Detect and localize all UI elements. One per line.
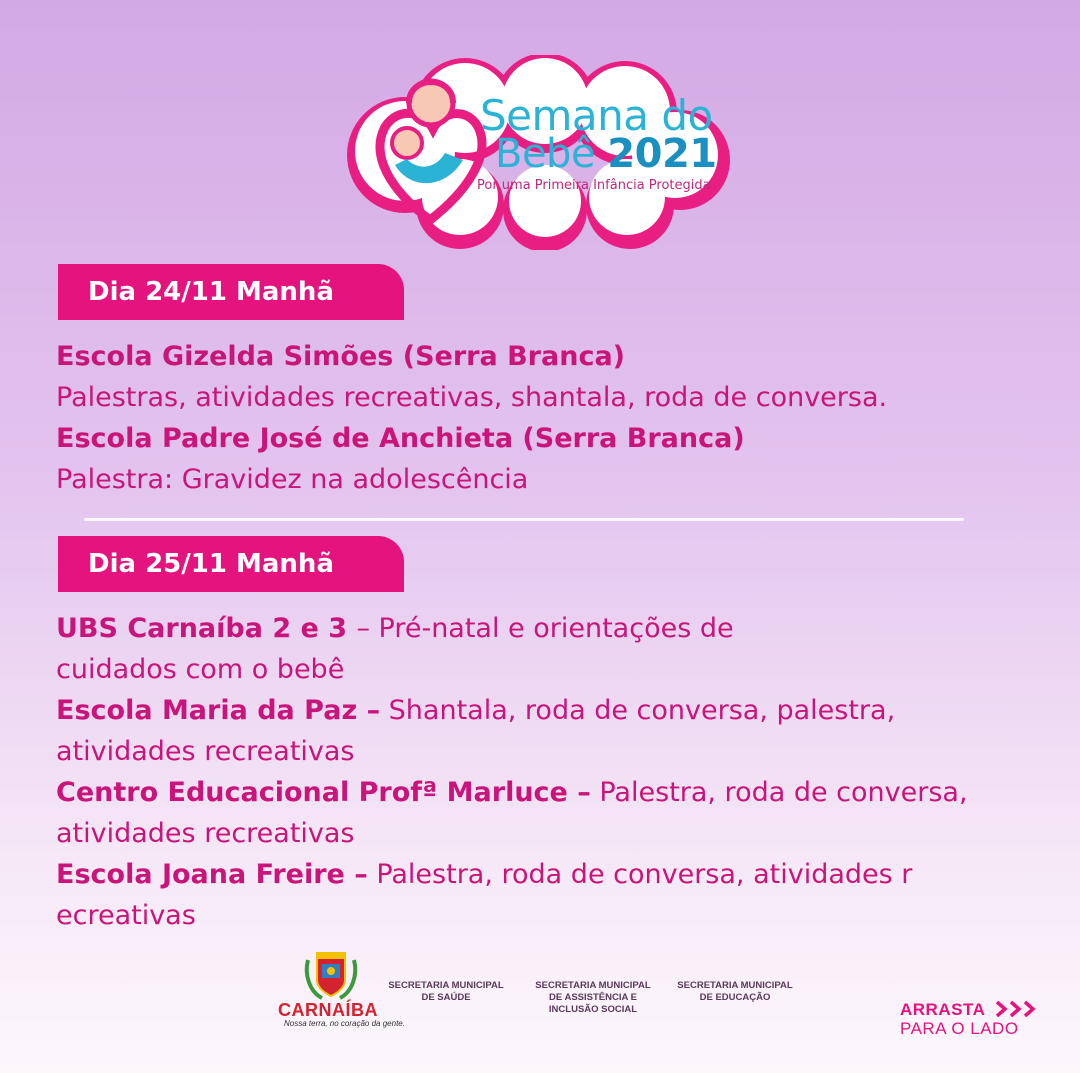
schedule-line [56,813,968,854]
section-divider [84,518,964,521]
secretariat-line: INCLUSÃO SOCIAL [548,1004,638,1015]
schedule-line [56,608,968,649]
schedule-line [56,377,887,418]
line-bold: Escola Gizelda Simões (Serra Branca) [56,341,626,372]
schedule-block-24-11 [56,336,887,500]
logo-subtitle: Por uma Primeira Infância Protegida [477,178,711,193]
schedule-line [56,336,887,377]
secretariat-line: DE SAÚDE [421,992,471,1003]
municipality-name: CARNAÍBA [278,1000,378,1020]
line-text: ecreativas [56,900,196,931]
chevrons-right-icon [995,999,1045,1019]
secretariat-line: SECRETARIA MUNICIPAL [535,980,651,991]
schedule-line [56,772,968,813]
swipe-hint-line1: ARRASTA [900,1000,986,1019]
logo-title-line1: Semana do [480,91,713,140]
schedule-line [56,418,887,459]
secretariat-line: DE EDUCAÇÃO [699,992,771,1003]
swipe-hint-line2: PARA O LADO [900,1019,1019,1038]
line-text: atividades recreativas [56,736,355,767]
line-text: atividades recreativas [56,818,355,849]
line-bold: Escola Padre José de Anchieta (Serra Branca) [56,423,745,454]
schedule-line [56,459,887,500]
municipal-seal-icon [302,950,360,1002]
line-text: Shantala, roda de conversa, palestra, [380,695,896,726]
day-tag-25-11: Dia 25/11 Manhã [58,536,404,592]
day-tag-24-11: Dia 24/11 Manhã [58,264,404,320]
schedule-line [56,690,968,731]
schedule-line [56,731,968,772]
line-text: Palestra, roda de conversa, [590,777,968,808]
line-text: Palestras, atividades recreativas, shantala, roda de conversa. [56,382,888,413]
secretariat-line: SECRETARIA MUNICIPAL [388,980,504,991]
schedule-line [56,649,968,690]
secretariat-health [376,980,516,1004]
schedule-block-25-11 [56,608,968,936]
schedule-line [56,854,968,895]
line-bold: Escola Joana Freire – [56,859,368,890]
secretariat-line: SECRETARIA MUNICIPAL [677,980,793,991]
logo-title-word: Bebê [495,131,596,177]
secretariat-education [668,980,802,1004]
line-bold: Centro Educacional Profª Marluce – [56,777,591,808]
line-text: Palestra: Gravidez na adolescência [56,464,529,495]
line-text: Palestra, roda de conversa, atividades r [367,859,913,890]
line-text: – Pré-natal e orientações de [356,613,734,644]
line-bold: UBS Carnaíba 2 e 3 [56,613,357,644]
secretariat-line: DE ASSISTÊNCIA E [549,992,637,1003]
line-bold: Escola Maria da Paz – [56,695,381,726]
schedule-line [56,895,968,936]
event-logo [345,55,735,250]
secretariat-social [527,980,659,1016]
logo-year: 2021 [607,131,717,177]
logo-title-line2 [495,131,717,177]
line-text: cuidados com o bebê [56,654,345,685]
municipality-motto: Nossa terra, no coração da gente. [284,1019,405,1028]
